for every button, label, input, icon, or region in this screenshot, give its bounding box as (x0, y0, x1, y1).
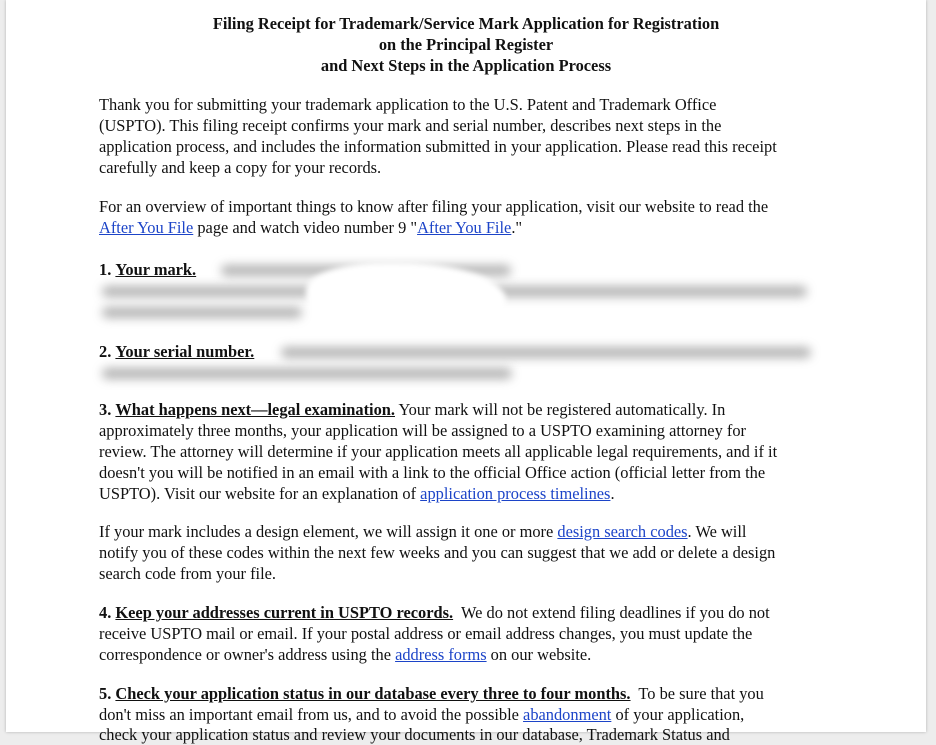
section-text: . (610, 484, 615, 503)
address-forms-link[interactable]: address forms (395, 645, 487, 664)
after-you-file-video-link[interactable]: After You File (417, 218, 512, 237)
intro-paragraph (99, 94, 839, 178)
section-4-line-3 (99, 644, 839, 665)
section-heading: What happens next—legal examination. (115, 400, 395, 419)
section-number: 4. (99, 603, 112, 622)
design-line-1 (99, 521, 839, 542)
section-4-line: receive USPTO mail or email. If your postal address or email address changes, you must update the (99, 624, 753, 643)
section-text: We do not extend filing deadlines if you do not (453, 603, 770, 622)
overview-line-2 (99, 217, 839, 238)
section-addresses (99, 602, 839, 665)
section-3-line: doesn't you will be notified in an email with a link to the official Office action (official letter from the (99, 463, 766, 482)
section-text: To be sure that you (630, 684, 764, 703)
section-heading: Your serial number. (115, 342, 255, 361)
section-3-line: approximately three months, your application will be assigned to a USPTO examining attorney for (99, 421, 746, 440)
intro-line: application process, and includes the information submitted in your application. Please read this receipt (99, 137, 777, 156)
application-process-timelines-link[interactable]: application process timelines (420, 484, 611, 503)
section-text: on our website. (486, 645, 592, 664)
section-5-line-1 (99, 683, 839, 704)
design-codes-paragraph (99, 521, 839, 584)
design-line: notify you of these codes within the next few weeks and you can suggest that we add or delete a design (99, 543, 776, 562)
section-5-line-2 (99, 704, 839, 725)
intro-line: carefully and keep a copy for your records. (99, 158, 382, 177)
section-heading: Check your application status in our database every three to four months. (115, 684, 631, 703)
overview-text: page and watch video number 9 " (193, 218, 418, 237)
abandonment-link[interactable]: abandonment (523, 705, 612, 724)
title-line-1: Filing Receipt for Trademark/Service Mark Application for Registration (212, 14, 720, 33)
section-number: 5. (99, 684, 112, 703)
section-3-line: review. The attorney will determine if your application meets all applicable legal requirements, and if it (99, 442, 778, 461)
section-text: correspondence or owner's address using the (99, 645, 396, 664)
design-text: If your mark includes a design element, we will assign it one or more (99, 522, 558, 541)
design-search-codes-link[interactable]: design search codes (557, 522, 688, 541)
redacted-text (281, 347, 811, 358)
intro-line: (USPTO). This filing receipt confirms your mark and serial number, describes next steps in the (99, 116, 722, 135)
section-text: of your application, (611, 705, 745, 724)
title-line-3: and Next Steps in the Application Process (320, 56, 612, 75)
design-line: search code from your file. (99, 564, 277, 583)
section-3-line-1 (99, 399, 839, 420)
section-number: 1. (99, 260, 112, 279)
section-number: 2. (99, 342, 112, 361)
document-page (6, 0, 926, 744)
section-heading: Your mark. (115, 260, 197, 279)
section-legal-examination (99, 399, 839, 504)
title-line-2: on the Principal Register (378, 35, 554, 54)
redacted-text (102, 307, 302, 318)
cut-off-line: check your application status and review your documents in our database, Trademark Status and (99, 725, 730, 744)
overview-text-end: ." (511, 218, 523, 237)
section-3-line-5 (99, 483, 839, 504)
document-title (6, 13, 926, 76)
intro-line: Thank you for submitting your trademark application to the U.S. Patent and Trademark Office (99, 95, 717, 114)
after-you-file-page-link[interactable]: After You File (99, 218, 194, 237)
section-text: Your mark will not be registered automatically. In (394, 400, 726, 419)
overview-paragraph (99, 196, 839, 238)
overview-line: For an overview of important things to know after filing your application, visit our website to read the (99, 197, 769, 216)
section-number: 3. (99, 400, 112, 419)
section-heading: Keep your addresses current in USPTO records. (115, 603, 454, 622)
section-status-check (99, 683, 839, 725)
section-text: don't miss an important email from us, and to avoid the possible (99, 705, 524, 724)
design-text: . We will (687, 522, 747, 541)
section-4-line-1 (99, 602, 839, 623)
section-text: USPTO). Visit our website for an explanation of (99, 484, 421, 503)
redacted-text (102, 368, 512, 379)
